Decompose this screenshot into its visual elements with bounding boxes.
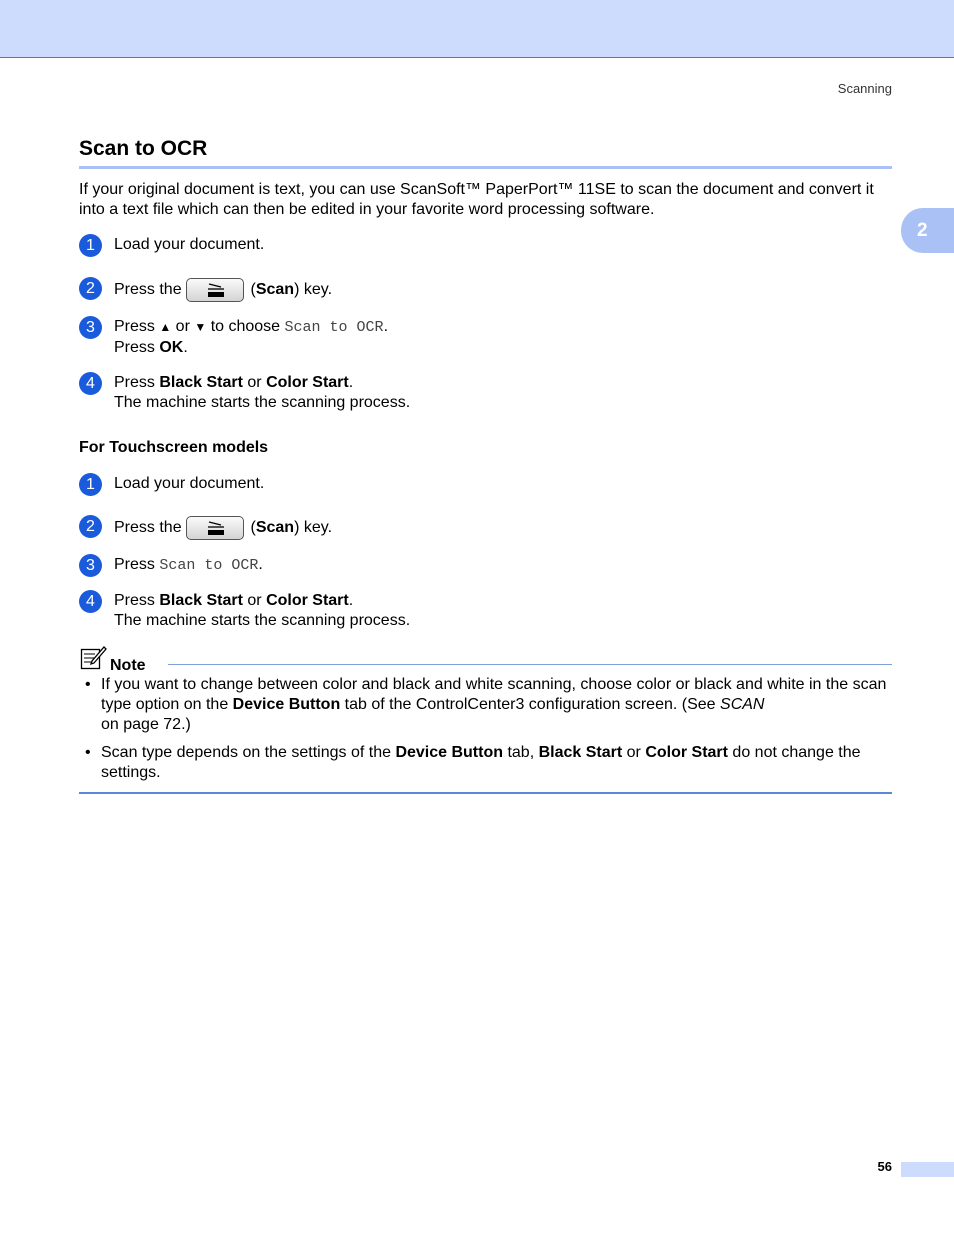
color-start-label: Color Start (266, 592, 349, 609)
note-text-part: or (622, 744, 646, 761)
step-number: 1 (79, 473, 102, 496)
step-b4 (79, 590, 410, 631)
step-b2 (79, 515, 332, 540)
menu-option: Scan to OCR (159, 557, 259, 574)
step-text (114, 372, 410, 413)
note-text-part: tab, (503, 744, 539, 761)
note-text (101, 675, 892, 735)
step-number: 2 (79, 277, 102, 300)
black-start-label: Black Start (159, 374, 243, 391)
step-text-part: ) key. (294, 519, 333, 537)
step-a1 (79, 234, 264, 257)
note-rule (168, 664, 892, 665)
note-end-rule (79, 792, 892, 794)
page-number: 56 (877, 1159, 892, 1174)
step-text (114, 590, 410, 631)
step-text-part: The machine starts the scanning process. (114, 394, 411, 411)
step-text (114, 277, 332, 302)
scan-reference: SCAN (720, 696, 765, 713)
step-text-part: . (383, 318, 389, 335)
step-number: 2 (79, 515, 102, 538)
step-a2 (79, 277, 332, 302)
note-bullet-1 (85, 675, 892, 735)
note-text-part: Scan type depends on the settings of the (101, 744, 396, 761)
black-start-label: Black Start (159, 592, 243, 609)
up-arrow-icon: ▲ (159, 320, 172, 334)
intro-paragraph: If your original document is text, you can use ScanSoft™ PaperPort™ 11SE to scan the document and convert it into a text file which can then be edited in your favorite word processing software. (79, 181, 874, 218)
scan-label: Scan (255, 519, 295, 537)
scan-key-icon (186, 278, 244, 302)
step-b3 (79, 554, 263, 577)
step-number: 3 (79, 554, 102, 577)
step-number: 3 (79, 316, 102, 339)
device-button-label: Device Button (232, 696, 341, 713)
step-text-part: Press (114, 374, 160, 391)
note-text-part: If you want to change between color and black and white scanning, choose color or black and white in the scan type option on the (101, 676, 887, 713)
chapter-tab: 2 (901, 208, 954, 253)
color-start-label: Color Start (266, 374, 349, 391)
step-text-part: ) key. (294, 281, 333, 299)
step-number: 4 (79, 590, 102, 613)
step-text-part: . (348, 592, 354, 609)
page-title: Scan to OCR (79, 137, 208, 160)
step-text: Load your document. (114, 475, 265, 492)
black-start-label: Black Start (538, 744, 623, 761)
step-text-part: ( (246, 281, 256, 299)
menu-option: Scan to OCR (284, 319, 384, 336)
scan-label: Scan (255, 281, 295, 299)
step-a4 (79, 372, 410, 413)
scan-key-icon (186, 516, 244, 540)
step-text-part: or (242, 374, 267, 391)
note-pencil-icon (80, 646, 107, 675)
note-text-part: do not change the settings. (101, 744, 861, 781)
down-arrow-icon: ▼ (194, 320, 207, 334)
step-text-part: . (348, 374, 354, 391)
step-text-part: ( (246, 519, 256, 537)
page-tab (901, 1162, 954, 1177)
note-text-part: tab of the ControlCenter3 configuration screen. (See (340, 696, 721, 713)
device-button-label: Device Button (395, 744, 504, 761)
bullet-dot: • (85, 744, 91, 761)
step-text (114, 515, 332, 540)
step-text-part: Press (114, 556, 160, 573)
step-text: Load your document. (114, 236, 265, 253)
section-label: Scanning (837, 81, 892, 96)
step-a3 (79, 316, 388, 358)
note-header (80, 646, 146, 675)
step-text-part: or (242, 592, 267, 609)
step-text-part: . (258, 556, 263, 573)
note-text-part: on page 72.) (101, 716, 191, 733)
step-text-part: The machine starts the scanning process. (114, 612, 411, 629)
step-text (114, 554, 263, 576)
ok-label: OK (159, 339, 184, 356)
step-number: 4 (79, 372, 102, 395)
step-text-part: Press (114, 318, 160, 335)
step-number: 1 (79, 234, 102, 257)
title-rule (79, 166, 892, 169)
note-text (101, 743, 892, 783)
step-text-part: Press (114, 339, 160, 356)
step-b1 (79, 473, 264, 496)
note-label: Note (110, 657, 146, 674)
touchscreen-heading: For Touchscreen models (79, 439, 269, 456)
step-text-part: Press the (114, 281, 182, 299)
color-start-label: Color Start (645, 744, 728, 761)
step-text (114, 316, 388, 358)
note-bullet-2 (85, 743, 892, 783)
step-text-part: Press (114, 592, 160, 609)
step-text-part: or (171, 318, 195, 335)
step-text-part: . (183, 339, 188, 356)
step-text-part: to choose (206, 318, 285, 335)
step-text-part: Press the (114, 519, 182, 537)
header-band (0, 0, 954, 58)
bullet-dot: • (85, 676, 91, 693)
